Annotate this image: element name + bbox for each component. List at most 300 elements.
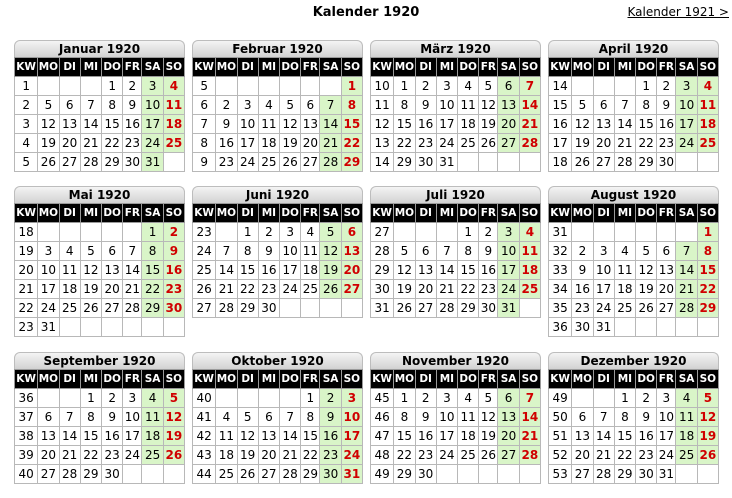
day-cell: 8 <box>394 408 415 427</box>
day-cell: 7 <box>280 408 301 427</box>
day-cell: 1 <box>394 389 415 408</box>
day-cell: 25 <box>458 134 479 153</box>
day-cell: 15 <box>237 261 258 280</box>
day-cell: 22 <box>636 134 657 153</box>
week-row <box>549 134 719 153</box>
day-cell: 15 <box>394 427 415 446</box>
weekday-header-do: DO <box>102 204 123 223</box>
day-cell: 29 <box>237 299 258 318</box>
sunday-cell: 19 <box>163 427 184 446</box>
sunday-cell: 3 <box>341 389 362 408</box>
saturday-cell: 21 <box>320 134 341 153</box>
month-3 <box>370 40 541 172</box>
day-cell: 20 <box>38 446 59 465</box>
week-number: 5 <box>15 153 38 172</box>
day-cell: 7 <box>436 242 457 261</box>
day-cell: 31 <box>38 318 59 337</box>
saturday-cell: 10 <box>676 96 697 115</box>
weekday-header-sa: SA <box>142 204 163 223</box>
empty-cell <box>320 77 341 96</box>
month-1 <box>14 40 185 172</box>
saturday-cell: 25 <box>142 446 163 465</box>
empty-cell <box>498 465 519 484</box>
day-cell: 8 <box>301 408 320 427</box>
day-cell: 10 <box>237 115 258 134</box>
day-cell: 16 <box>415 115 436 134</box>
month-table <box>548 203 719 337</box>
saturday-cell: 22 <box>142 280 163 299</box>
week-number: 38 <box>15 427 38 446</box>
empty-cell <box>123 318 142 337</box>
weekday-header-mi: MI <box>436 370 457 389</box>
day-cell: 11 <box>458 96 479 115</box>
weekday-header-so: SO <box>519 204 540 223</box>
weekday-header-do: DO <box>280 204 301 223</box>
month-title: Januar 1920 <box>14 40 185 57</box>
weekday-header-do: DO <box>280 370 301 389</box>
saturday-cell: 25 <box>676 446 697 465</box>
day-cell: 30 <box>415 465 436 484</box>
empty-cell <box>80 318 101 337</box>
month-table <box>548 369 719 484</box>
day-cell: 11 <box>258 115 279 134</box>
week-number: 16 <box>549 115 572 134</box>
weekday-header-fr: FR <box>301 58 320 77</box>
day-cell: 6 <box>415 242 436 261</box>
day-cell: 26 <box>38 153 59 172</box>
saturday-cell: 20 <box>498 427 519 446</box>
day-cell: 19 <box>280 134 301 153</box>
month-table <box>14 203 185 337</box>
week-number: 47 <box>371 427 394 446</box>
sunday-cell: 29 <box>341 153 362 172</box>
kw-header: KW <box>193 58 216 77</box>
day-cell: 21 <box>593 446 614 465</box>
empty-cell <box>280 299 301 318</box>
day-cell: 19 <box>572 134 593 153</box>
weekday-header-di: DI <box>415 204 436 223</box>
week-number: 22 <box>15 299 38 318</box>
week-number: 34 <box>549 280 572 299</box>
day-cell: 9 <box>657 96 676 115</box>
day-cell: 30 <box>102 465 123 484</box>
empty-cell <box>59 318 80 337</box>
day-cell: 31 <box>657 465 676 484</box>
weekday-header-so: SO <box>163 204 184 223</box>
empty-cell <box>436 465 457 484</box>
day-cell: 12 <box>479 408 498 427</box>
empty-cell <box>320 299 341 318</box>
sunday-cell: 22 <box>697 280 718 299</box>
sunday-cell: 14 <box>519 96 540 115</box>
sunday-cell: 25 <box>697 134 718 153</box>
weekday-header-do: DO <box>280 58 301 77</box>
day-cell: 28 <box>593 465 614 484</box>
empty-cell <box>676 223 697 242</box>
week-row <box>15 427 185 446</box>
day-cell: 9 <box>415 96 436 115</box>
day-cell: 25 <box>59 299 80 318</box>
day-cell: 12 <box>636 261 657 280</box>
empty-cell <box>697 465 718 484</box>
day-cell: 1 <box>614 389 635 408</box>
day-cell: 22 <box>237 280 258 299</box>
weekday-header-so: SO <box>519 370 540 389</box>
kw-header: KW <box>549 204 572 223</box>
month-8 <box>548 186 719 337</box>
day-cell: 3 <box>38 242 59 261</box>
sunday-cell: 25 <box>519 280 540 299</box>
sunday-cell: 27 <box>341 280 362 299</box>
week-row <box>193 389 363 408</box>
day-cell: 19 <box>80 280 101 299</box>
day-cell: 21 <box>59 446 80 465</box>
day-cell: 30 <box>415 153 436 172</box>
week-row <box>371 280 541 299</box>
sunday-cell: 8 <box>697 242 718 261</box>
week-row <box>371 427 541 446</box>
week-row <box>193 134 363 153</box>
day-cell: 14 <box>593 427 614 446</box>
day-cell: 5 <box>38 96 59 115</box>
day-cell: 9 <box>123 96 142 115</box>
weekday-header-so: SO <box>697 204 718 223</box>
day-cell: 13 <box>415 261 436 280</box>
weekday-header-mo: MO <box>216 204 237 223</box>
week-row <box>193 223 363 242</box>
empty-cell <box>59 223 80 242</box>
week-number: 46 <box>371 408 394 427</box>
day-cell: 25 <box>458 446 479 465</box>
weekday-header-mi: MI <box>80 58 101 77</box>
week-row <box>193 153 363 172</box>
day-cell: 28 <box>123 299 142 318</box>
day-cell: 30 <box>123 153 142 172</box>
week-row <box>15 96 185 115</box>
week-row <box>549 77 719 96</box>
day-cell: 9 <box>415 408 436 427</box>
day-cell: 21 <box>436 280 457 299</box>
day-cell: 24 <box>436 446 457 465</box>
sunday-cell: 4 <box>163 77 184 96</box>
empty-cell <box>394 223 415 242</box>
day-cell: 9 <box>216 115 237 134</box>
day-cell: 19 <box>479 115 498 134</box>
month-table <box>192 203 363 318</box>
empty-cell <box>280 389 301 408</box>
week-row <box>371 96 541 115</box>
empty-cell <box>657 318 676 337</box>
day-cell: 3 <box>657 389 676 408</box>
day-cell: 16 <box>216 134 237 153</box>
weekday-header-mi: MI <box>614 58 635 77</box>
month-title: Oktober 1920 <box>192 352 363 369</box>
day-cell: 14 <box>80 115 101 134</box>
week-number: 19 <box>15 242 38 261</box>
day-cell: 3 <box>593 242 614 261</box>
day-cell: 11 <box>216 427 237 446</box>
sunday-cell: 21 <box>519 427 540 446</box>
week-row <box>15 134 185 153</box>
sunday-cell: 15 <box>697 261 718 280</box>
day-cell: 4 <box>258 96 279 115</box>
week-row <box>193 77 363 96</box>
day-cell: 14 <box>123 261 142 280</box>
day-cell: 17 <box>280 261 301 280</box>
saturday-cell: 6 <box>498 77 519 96</box>
saturday-cell: 11 <box>676 408 697 427</box>
week-number: 4 <box>15 134 38 153</box>
day-cell: 8 <box>636 96 657 115</box>
saturday-cell: 1 <box>142 223 163 242</box>
saturday-cell: 30 <box>320 465 341 484</box>
week-row <box>15 153 185 172</box>
saturday-cell: 27 <box>498 446 519 465</box>
week-row <box>549 153 719 172</box>
sunday-cell: 28 <box>519 134 540 153</box>
saturday-cell: 13 <box>498 96 519 115</box>
day-cell: 15 <box>301 427 320 446</box>
sunday-cell: 18 <box>519 261 540 280</box>
day-cell: 5 <box>237 408 258 427</box>
weekday-header-mi: MI <box>614 204 635 223</box>
saturday-cell: 11 <box>142 408 163 427</box>
day-cell: 2 <box>636 389 657 408</box>
week-number: 15 <box>549 96 572 115</box>
day-cell: 26 <box>479 134 498 153</box>
week-number: 25 <box>193 261 216 280</box>
day-cell: 23 <box>216 153 237 172</box>
month-table <box>370 369 541 484</box>
day-cell: 25 <box>258 153 279 172</box>
weekday-header-sa: SA <box>498 204 519 223</box>
day-cell: 17 <box>38 280 59 299</box>
weekday-header-mo: MO <box>572 370 593 389</box>
day-cell: 1 <box>458 223 479 242</box>
month-table <box>370 57 541 172</box>
month-title: Juli 1920 <box>370 186 541 203</box>
weekday-header-mo: MO <box>216 58 237 77</box>
weekday-header-fr: FR <box>479 204 498 223</box>
week-number: 41 <box>193 408 216 427</box>
empty-cell <box>697 153 718 172</box>
empty-cell <box>123 465 142 484</box>
day-cell: 6 <box>38 408 59 427</box>
day-cell: 13 <box>572 427 593 446</box>
week-row <box>193 261 363 280</box>
day-cell: 28 <box>216 299 237 318</box>
sunday-cell: 26 <box>697 446 718 465</box>
week-row <box>193 96 363 115</box>
week-row <box>371 299 541 318</box>
empty-cell <box>123 223 142 242</box>
day-cell: 11 <box>614 261 635 280</box>
week-number: 7 <box>193 115 216 134</box>
day-cell: 21 <box>80 134 101 153</box>
day-cell: 18 <box>216 446 237 465</box>
empty-cell <box>237 77 258 96</box>
week-number: 2 <box>15 96 38 115</box>
day-cell: 23 <box>123 134 142 153</box>
day-cell: 3 <box>436 389 457 408</box>
day-cell: 15 <box>394 115 415 134</box>
empty-cell <box>572 77 593 96</box>
saturday-cell: 24 <box>676 134 697 153</box>
saturday-cell: 3 <box>142 77 163 96</box>
sunday-cell: 7 <box>519 77 540 96</box>
day-cell: 17 <box>593 280 614 299</box>
week-row <box>371 153 541 172</box>
weekday-header-fr: FR <box>123 370 142 389</box>
saturday-cell: 5 <box>320 223 341 242</box>
day-cell: 26 <box>237 465 258 484</box>
sunday-cell: 15 <box>341 115 362 134</box>
weekday-header-mo: MO <box>38 370 59 389</box>
weekday-header-fr: FR <box>301 370 320 389</box>
day-cell: 7 <box>216 242 237 261</box>
weekday-header-fr: FR <box>657 370 676 389</box>
day-cell: 16 <box>123 115 142 134</box>
day-cell: 20 <box>593 134 614 153</box>
day-cell: 17 <box>237 134 258 153</box>
day-cell: 16 <box>657 115 676 134</box>
saturday-cell: 10 <box>142 96 163 115</box>
day-cell: 13 <box>258 427 279 446</box>
empty-cell <box>458 153 479 172</box>
empty-cell <box>163 318 184 337</box>
kw-header: KW <box>371 370 394 389</box>
day-cell: 15 <box>614 427 635 446</box>
empty-cell <box>436 223 457 242</box>
weekday-header-do: DO <box>458 58 479 77</box>
day-cell: 28 <box>436 299 457 318</box>
saturday-cell: 28 <box>676 299 697 318</box>
empty-cell <box>572 389 593 408</box>
day-cell: 6 <box>572 408 593 427</box>
day-cell: 2 <box>479 223 498 242</box>
day-cell: 12 <box>479 96 498 115</box>
empty-cell <box>676 153 697 172</box>
month-6 <box>192 186 363 318</box>
day-cell: 19 <box>479 427 498 446</box>
day-cell: 16 <box>479 261 498 280</box>
day-cell: 22 <box>394 446 415 465</box>
sunday-cell: 4 <box>519 223 540 242</box>
weekday-header-so: SO <box>341 58 362 77</box>
weekday-header-do: DO <box>636 204 657 223</box>
week-number: 39 <box>15 446 38 465</box>
month-5 <box>14 186 185 337</box>
weekday-header-di: DI <box>415 370 436 389</box>
day-cell: 8 <box>614 408 635 427</box>
day-cell: 18 <box>59 280 80 299</box>
day-cell: 2 <box>415 77 436 96</box>
weekday-header-di: DI <box>593 204 614 223</box>
day-cell: 26 <box>80 299 101 318</box>
day-cell: 7 <box>59 408 80 427</box>
empty-cell <box>519 153 540 172</box>
month-table <box>548 57 719 172</box>
day-cell: 6 <box>102 242 123 261</box>
week-number: 36 <box>15 389 38 408</box>
day-cell: 23 <box>479 280 498 299</box>
day-cell: 13 <box>593 115 614 134</box>
day-cell: 18 <box>301 261 320 280</box>
saturday-cell: 9 <box>320 408 341 427</box>
empty-cell <box>458 465 479 484</box>
week-number: 12 <box>371 115 394 134</box>
weekday-header-fr: FR <box>123 58 142 77</box>
week-number: 11 <box>371 96 394 115</box>
week-row <box>549 223 719 242</box>
week-number: 45 <box>371 389 394 408</box>
day-cell: 9 <box>102 408 123 427</box>
empty-cell <box>80 223 101 242</box>
weekday-header-sa: SA <box>320 58 341 77</box>
day-cell: 14 <box>59 427 80 446</box>
weekday-header-mo: MO <box>38 58 59 77</box>
day-cell: 3 <box>123 389 142 408</box>
day-cell: 22 <box>301 446 320 465</box>
next-year-link[interactable]: Kalender 1921 > <box>627 5 729 19</box>
week-number: 9 <box>193 153 216 172</box>
day-cell: 1 <box>237 223 258 242</box>
week-row <box>549 408 719 427</box>
weekday-header-fr: FR <box>479 370 498 389</box>
day-cell: 23 <box>415 134 436 153</box>
weekday-header-sa: SA <box>142 58 163 77</box>
empty-cell <box>216 389 237 408</box>
day-cell: 18 <box>258 134 279 153</box>
day-cell: 30 <box>657 153 676 172</box>
sunday-cell: 2 <box>163 223 184 242</box>
kw-header: KW <box>193 370 216 389</box>
day-cell: 22 <box>394 134 415 153</box>
weekday-header-so: SO <box>519 58 540 77</box>
weekday-header-di: DI <box>593 370 614 389</box>
sunday-cell: 18 <box>697 115 718 134</box>
sunday-cell: 28 <box>519 446 540 465</box>
sunday-cell: 13 <box>341 242 362 261</box>
day-cell: 16 <box>258 261 279 280</box>
week-row <box>371 465 541 484</box>
sunday-cell: 20 <box>341 261 362 280</box>
week-number: 29 <box>371 261 394 280</box>
day-cell: 13 <box>657 261 676 280</box>
saturday-cell: 2 <box>320 389 341 408</box>
day-cell: 3 <box>280 223 301 242</box>
empty-cell <box>498 153 519 172</box>
week-number: 35 <box>549 299 572 318</box>
empty-cell <box>301 299 320 318</box>
empty-cell <box>216 223 237 242</box>
day-cell: 25 <box>614 299 635 318</box>
empty-cell <box>636 223 657 242</box>
day-cell: 6 <box>258 408 279 427</box>
week-number: 18 <box>15 223 38 242</box>
month-title: Juni 1920 <box>192 186 363 203</box>
week-row <box>15 223 185 242</box>
day-cell: 19 <box>237 446 258 465</box>
day-cell: 8 <box>80 408 101 427</box>
weekday-header-mo: MO <box>394 370 415 389</box>
week-row <box>371 115 541 134</box>
week-number: 21 <box>15 280 38 299</box>
week-row <box>371 261 541 280</box>
saturday-cell: 29 <box>142 299 163 318</box>
day-cell: 25 <box>216 465 237 484</box>
saturday-cell: 14 <box>320 115 341 134</box>
